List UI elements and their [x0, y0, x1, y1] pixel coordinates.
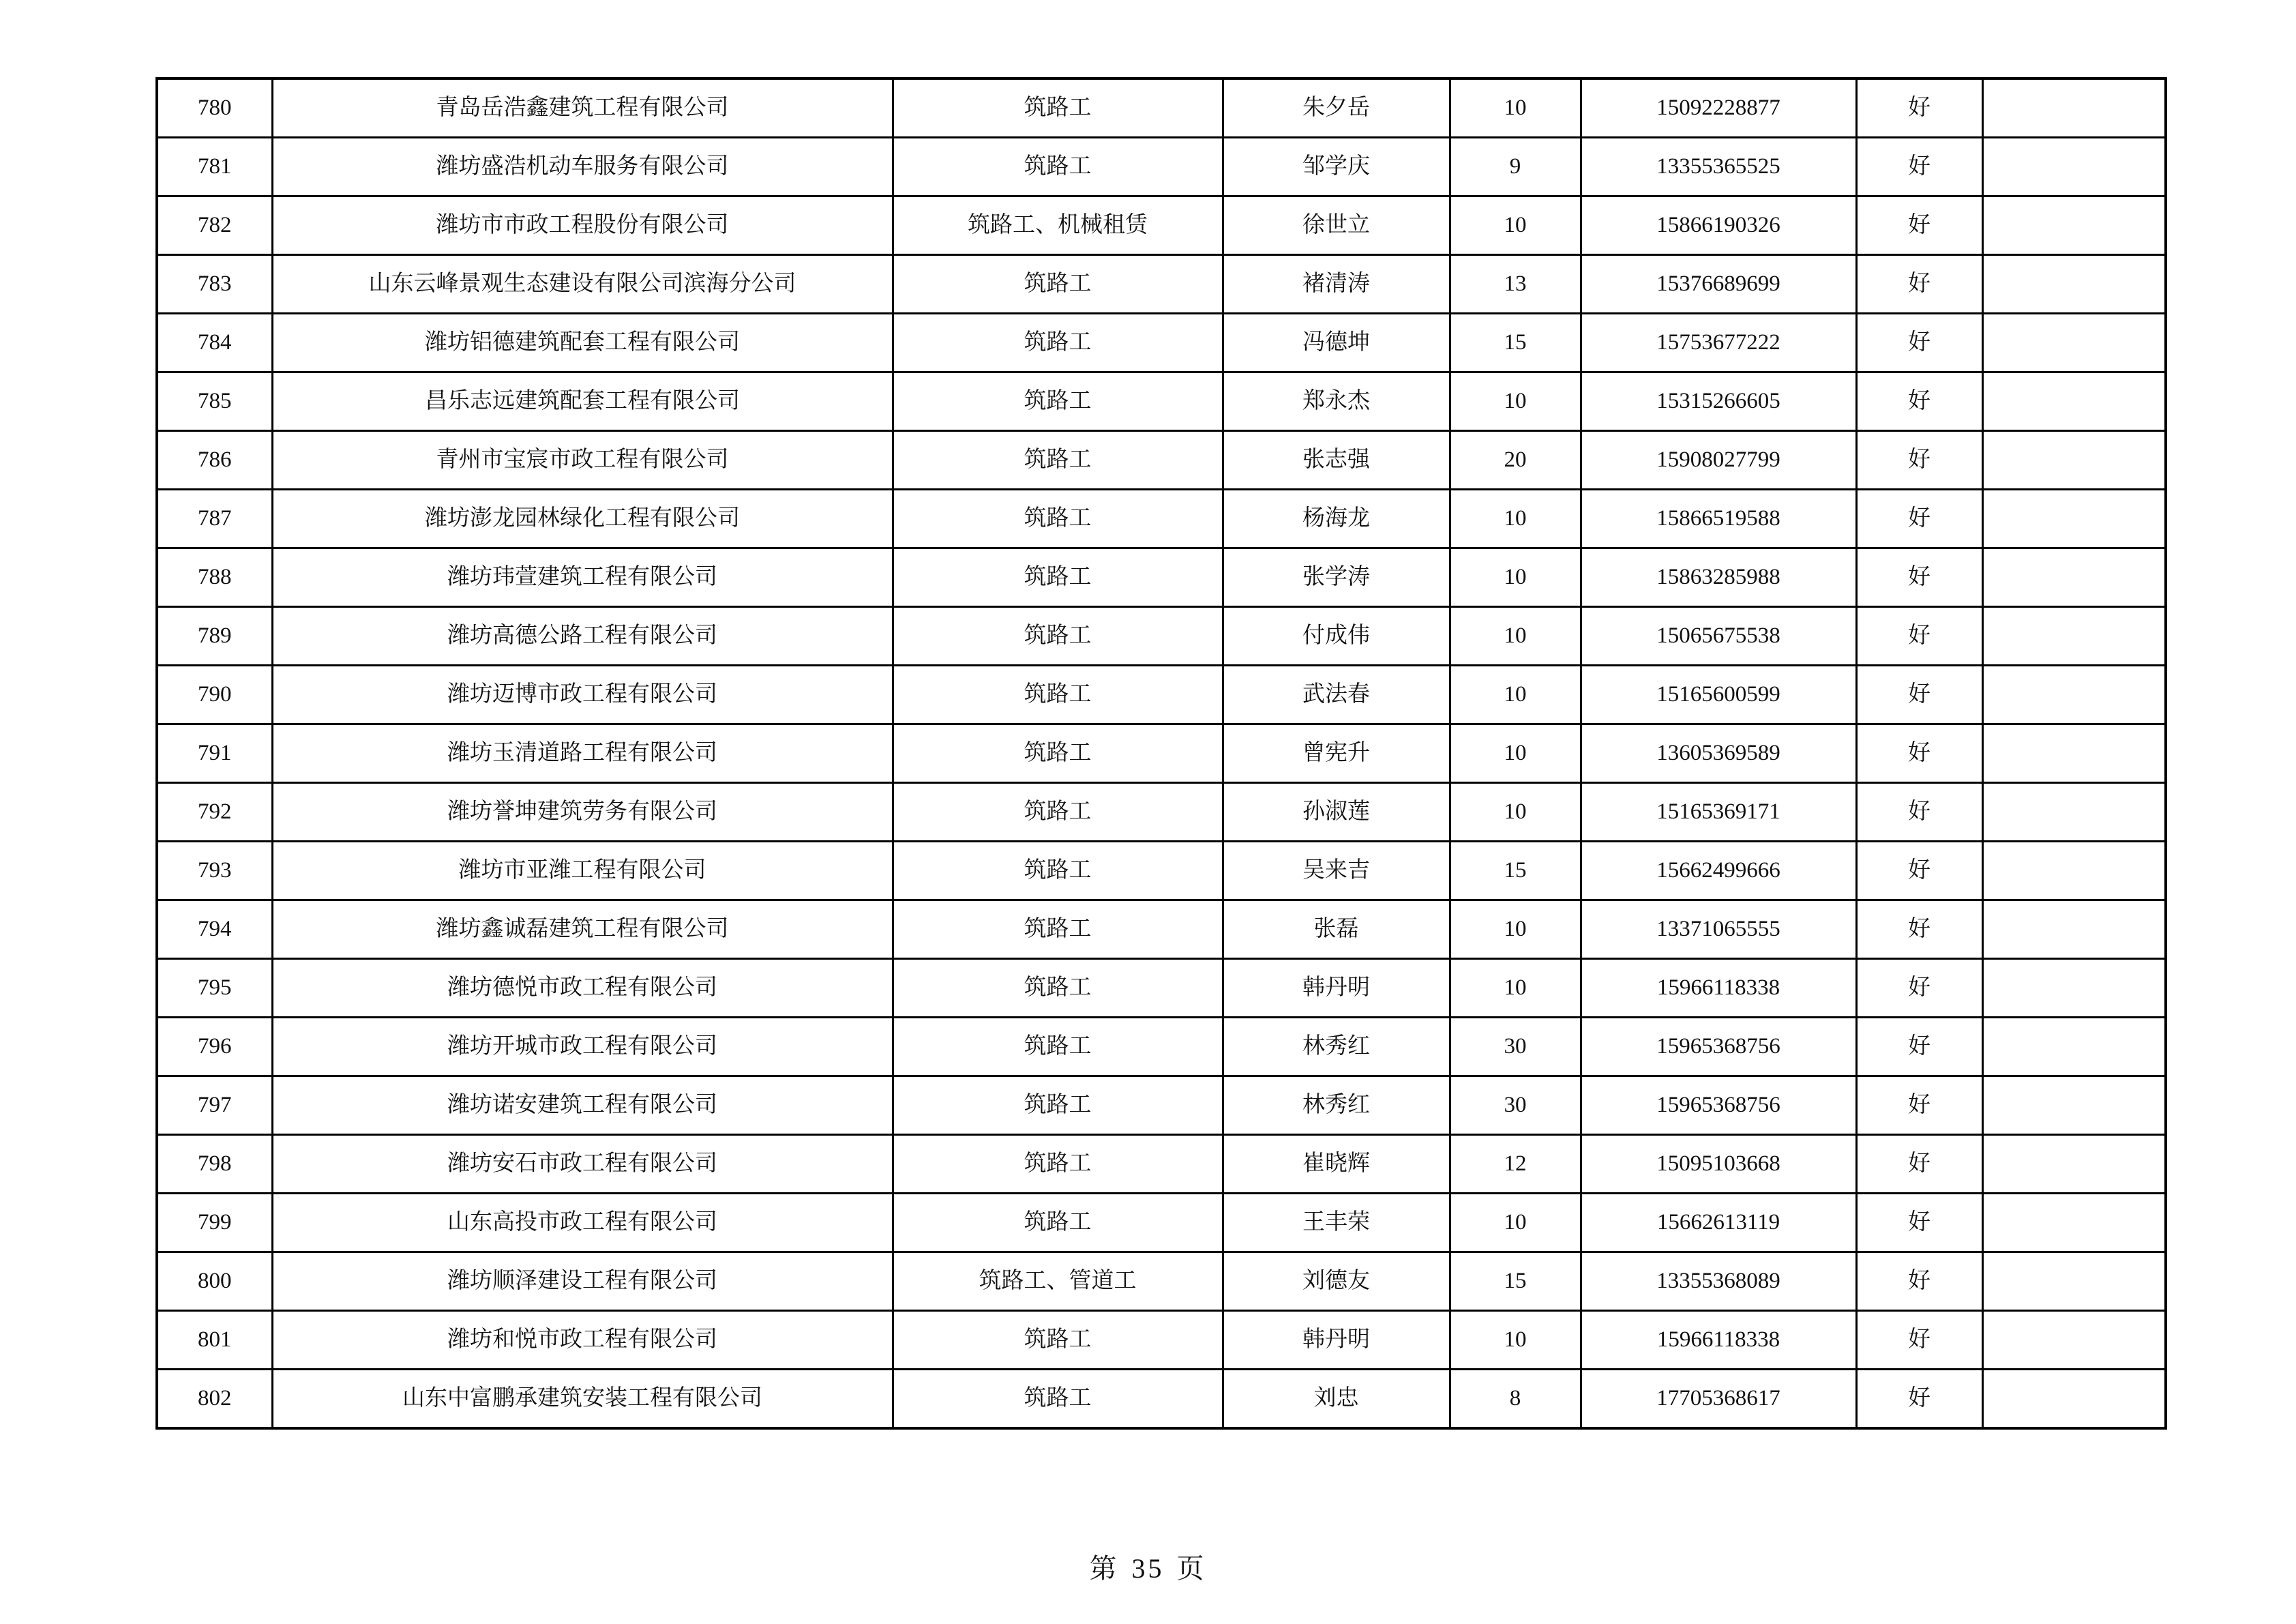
table-row — [157, 1311, 2166, 1370]
cell-index: 800 — [157, 1252, 272, 1311]
cell-trade: 筑路工 — [893, 1076, 1223, 1135]
cell-company: 山东中富鹏承建筑安装工程有限公司 — [272, 1370, 893, 1429]
cell-phone: 15662499666 — [1581, 842, 1856, 900]
cell-phone: 15866190326 — [1581, 196, 1856, 255]
cell-contact: 林秀红 — [1223, 1076, 1450, 1135]
table-row — [157, 255, 2166, 314]
cell-phone: 15095103668 — [1581, 1135, 1856, 1194]
cell-count: 30 — [1450, 1018, 1581, 1076]
cell-note — [1982, 255, 2166, 314]
table-row — [157, 783, 2166, 842]
cell-rating: 好 — [1856, 1311, 1982, 1370]
cell-trade: 筑路工 — [893, 431, 1223, 490]
cell-phone: 15315266605 — [1581, 372, 1856, 431]
table-row — [157, 724, 2166, 783]
table-row — [157, 607, 2166, 666]
cell-phone: 13355368089 — [1581, 1252, 1856, 1311]
cell-contact: 付成伟 — [1223, 607, 1450, 666]
cell-trade: 筑路工 — [893, 1135, 1223, 1194]
cell-note — [1982, 666, 2166, 724]
cell-index: 789 — [157, 607, 272, 666]
table-row — [157, 959, 2166, 1018]
cell-rating: 好 — [1856, 548, 1982, 607]
cell-trade: 筑路工 — [893, 724, 1223, 783]
cell-contact: 徐世立 — [1223, 196, 1450, 255]
cell-index: 795 — [157, 959, 272, 1018]
cell-contact: 韩丹明 — [1223, 1311, 1450, 1370]
cell-contact: 武法春 — [1223, 666, 1450, 724]
cell-index: 802 — [157, 1370, 272, 1429]
cell-trade: 筑路工、机械租赁 — [893, 196, 1223, 255]
cell-index: 784 — [157, 314, 272, 372]
cell-rating: 好 — [1856, 1018, 1982, 1076]
table-row — [157, 78, 2166, 138]
cell-count: 8 — [1450, 1370, 1581, 1429]
cell-rating: 好 — [1856, 138, 1982, 196]
cell-trade: 筑路工 — [893, 607, 1223, 666]
cell-rating: 好 — [1856, 490, 1982, 548]
cell-phone: 13355365525 — [1581, 138, 1856, 196]
cell-index: 785 — [157, 372, 272, 431]
cell-index: 794 — [157, 900, 272, 959]
cell-trade: 筑路工 — [893, 78, 1223, 138]
cell-company: 潍坊盛浩机动车服务有限公司 — [272, 138, 893, 196]
cell-company: 潍坊和悦市政工程有限公司 — [272, 1311, 893, 1370]
table-row — [157, 196, 2166, 255]
cell-contact: 吴来吉 — [1223, 842, 1450, 900]
cell-company: 潍坊德悦市政工程有限公司 — [272, 959, 893, 1018]
cell-phone: 15165369171 — [1581, 783, 1856, 842]
cell-note — [1982, 1370, 2166, 1429]
cell-note — [1982, 78, 2166, 138]
cell-phone: 15376689699 — [1581, 255, 1856, 314]
cell-index: 780 — [157, 78, 272, 138]
cell-company: 潍坊鑫诚磊建筑工程有限公司 — [272, 900, 893, 959]
cell-count: 10 — [1450, 783, 1581, 842]
cell-rating: 好 — [1856, 314, 1982, 372]
cell-index: 790 — [157, 666, 272, 724]
cell-contact: 崔晓辉 — [1223, 1135, 1450, 1194]
page-prefix: 第 — [1089, 1553, 1120, 1584]
cell-count: 10 — [1450, 1311, 1581, 1370]
cell-phone: 15966118338 — [1581, 959, 1856, 1018]
cell-trade: 筑路工 — [893, 1370, 1223, 1429]
cell-rating: 好 — [1856, 724, 1982, 783]
cell-phone: 15662613119 — [1581, 1194, 1856, 1252]
cell-index: 797 — [157, 1076, 272, 1135]
cell-rating: 好 — [1856, 78, 1982, 138]
cell-company: 昌乐志远建筑配套工程有限公司 — [272, 372, 893, 431]
cell-phone: 15753677222 — [1581, 314, 1856, 372]
cell-company: 潍坊玉清道路工程有限公司 — [272, 724, 893, 783]
cell-company: 潍坊迈博市政工程有限公司 — [272, 666, 893, 724]
cell-note — [1982, 1194, 2166, 1252]
cell-contact: 冯德坤 — [1223, 314, 1450, 372]
cell-note — [1982, 1252, 2166, 1311]
cell-company: 潍坊安石市政工程有限公司 — [272, 1135, 893, 1194]
cell-count: 30 — [1450, 1076, 1581, 1135]
table-row — [157, 842, 2166, 900]
cell-note — [1982, 548, 2166, 607]
cell-note — [1982, 783, 2166, 842]
cell-trade: 筑路工 — [893, 548, 1223, 607]
cell-contact: 孙淑莲 — [1223, 783, 1450, 842]
table-row — [157, 431, 2166, 490]
table-row — [157, 1194, 2166, 1252]
cell-company: 山东高投市政工程有限公司 — [272, 1194, 893, 1252]
cell-index: 782 — [157, 196, 272, 255]
cell-company: 青岛岳浩鑫建筑工程有限公司 — [272, 78, 893, 138]
cell-phone: 15965368756 — [1581, 1018, 1856, 1076]
cell-note — [1982, 959, 2166, 1018]
cell-phone: 15165600599 — [1581, 666, 1856, 724]
cell-rating: 好 — [1856, 900, 1982, 959]
cell-company: 潍坊澎龙园林绿化工程有限公司 — [272, 490, 893, 548]
cell-rating: 好 — [1856, 1076, 1982, 1135]
cell-index: 801 — [157, 1311, 272, 1370]
cell-contact: 褚清涛 — [1223, 255, 1450, 314]
cell-note — [1982, 900, 2166, 959]
cell-count: 10 — [1450, 490, 1581, 548]
cell-count: 10 — [1450, 196, 1581, 255]
cell-phone: 17705368617 — [1581, 1370, 1856, 1429]
cell-contact: 刘忠 — [1223, 1370, 1450, 1429]
cell-trade: 筑路工 — [893, 959, 1223, 1018]
cell-phone: 15866519588 — [1581, 490, 1856, 548]
cell-index: 783 — [157, 255, 272, 314]
cell-phone: 15966118338 — [1581, 1311, 1856, 1370]
cell-trade: 筑路工 — [893, 1311, 1223, 1370]
cell-rating: 好 — [1856, 431, 1982, 490]
cell-rating: 好 — [1856, 1194, 1982, 1252]
cell-note — [1982, 1018, 2166, 1076]
table-row — [157, 490, 2166, 548]
cell-count: 20 — [1450, 431, 1581, 490]
cell-company: 潍坊市市政工程股份有限公司 — [272, 196, 893, 255]
cell-rating: 好 — [1856, 1252, 1982, 1311]
cell-count: 10 — [1450, 78, 1581, 138]
cell-index: 792 — [157, 783, 272, 842]
cell-contact: 郑永杰 — [1223, 372, 1450, 431]
cell-index: 787 — [157, 490, 272, 548]
contractor-table — [155, 77, 2167, 1430]
cell-note — [1982, 138, 2166, 196]
cell-trade: 筑路工 — [893, 1194, 1223, 1252]
cell-count: 15 — [1450, 842, 1581, 900]
cell-contact: 张志强 — [1223, 431, 1450, 490]
cell-contact: 朱夕岳 — [1223, 78, 1450, 138]
page-footer — [0, 1547, 2296, 1586]
table-row — [157, 666, 2166, 724]
cell-count: 10 — [1450, 724, 1581, 783]
cell-company: 潍坊诺安建筑工程有限公司 — [272, 1076, 893, 1135]
cell-count: 10 — [1450, 666, 1581, 724]
cell-count: 13 — [1450, 255, 1581, 314]
cell-index: 799 — [157, 1194, 272, 1252]
cell-index: 786 — [157, 431, 272, 490]
cell-phone: 15065675538 — [1581, 607, 1856, 666]
cell-count: 10 — [1450, 607, 1581, 666]
cell-contact: 张磊 — [1223, 900, 1450, 959]
table-row — [157, 548, 2166, 607]
cell-company: 潍坊铝德建筑配套工程有限公司 — [272, 314, 893, 372]
table-body — [157, 78, 2166, 1428]
cell-index: 788 — [157, 548, 272, 607]
cell-phone: 15092228877 — [1581, 78, 1856, 138]
cell-index: 798 — [157, 1135, 272, 1194]
cell-rating: 好 — [1856, 607, 1982, 666]
cell-rating: 好 — [1856, 1370, 1982, 1429]
cell-count: 12 — [1450, 1135, 1581, 1194]
cell-note — [1982, 372, 2166, 431]
cell-company: 潍坊市亚潍工程有限公司 — [272, 842, 893, 900]
cell-company: 潍坊顺泽建设工程有限公司 — [272, 1252, 893, 1311]
table-row — [157, 1252, 2166, 1311]
cell-index: 791 — [157, 724, 272, 783]
table-row — [157, 138, 2166, 196]
cell-count: 10 — [1450, 548, 1581, 607]
cell-trade: 筑路工 — [893, 900, 1223, 959]
page-number: 35 — [1131, 1553, 1165, 1584]
table-row — [157, 1076, 2166, 1135]
cell-company: 山东云峰景观生态建设有限公司滨海分公司 — [272, 255, 893, 314]
cell-rating: 好 — [1856, 372, 1982, 431]
page-suffix: 页 — [1176, 1553, 1207, 1584]
cell-contact: 刘德友 — [1223, 1252, 1450, 1311]
table-row — [157, 372, 2166, 431]
cell-company: 青州市宝宸市政工程有限公司 — [272, 431, 893, 490]
cell-rating: 好 — [1856, 842, 1982, 900]
cell-trade: 筑路工 — [893, 783, 1223, 842]
cell-note — [1982, 842, 2166, 900]
cell-phone: 15908027799 — [1581, 431, 1856, 490]
table-row — [157, 314, 2166, 372]
cell-phone: 13371065555 — [1581, 900, 1856, 959]
cell-count: 15 — [1450, 314, 1581, 372]
cell-note — [1982, 196, 2166, 255]
cell-index: 793 — [157, 842, 272, 900]
cell-note — [1982, 1135, 2166, 1194]
cell-note — [1982, 724, 2166, 783]
cell-rating: 好 — [1856, 255, 1982, 314]
cell-phone: 15965368756 — [1581, 1076, 1856, 1135]
cell-contact: 王丰荣 — [1223, 1194, 1450, 1252]
table-row — [157, 1370, 2166, 1429]
cell-trade: 筑路工 — [893, 372, 1223, 431]
cell-contact: 张学涛 — [1223, 548, 1450, 607]
cell-index: 796 — [157, 1018, 272, 1076]
cell-rating: 好 — [1856, 196, 1982, 255]
cell-contact: 邹学庆 — [1223, 138, 1450, 196]
cell-contact: 韩丹明 — [1223, 959, 1450, 1018]
cell-trade: 筑路工 — [893, 666, 1223, 724]
cell-trade: 筑路工 — [893, 314, 1223, 372]
cell-count: 10 — [1450, 372, 1581, 431]
cell-note — [1982, 490, 2166, 548]
cell-note — [1982, 431, 2166, 490]
cell-contact: 林秀红 — [1223, 1018, 1450, 1076]
cell-trade: 筑路工 — [893, 842, 1223, 900]
table-row — [157, 1018, 2166, 1076]
cell-trade: 筑路工 — [893, 1018, 1223, 1076]
cell-company: 潍坊开城市政工程有限公司 — [272, 1018, 893, 1076]
cell-trade: 筑路工 — [893, 490, 1223, 548]
cell-count: 9 — [1450, 138, 1581, 196]
cell-trade: 筑路工 — [893, 255, 1223, 314]
cell-company: 潍坊高德公路工程有限公司 — [272, 607, 893, 666]
cell-contact: 杨海龙 — [1223, 490, 1450, 548]
cell-note — [1982, 607, 2166, 666]
cell-count: 10 — [1450, 900, 1581, 959]
table-row — [157, 1135, 2166, 1194]
cell-count: 10 — [1450, 959, 1581, 1018]
cell-trade: 筑路工、管道工 — [893, 1252, 1223, 1311]
cell-note — [1982, 314, 2166, 372]
cell-count: 15 — [1450, 1252, 1581, 1311]
cell-trade: 筑路工 — [893, 138, 1223, 196]
cell-rating: 好 — [1856, 959, 1982, 1018]
cell-contact: 曾宪升 — [1223, 724, 1450, 783]
cell-count: 10 — [1450, 1194, 1581, 1252]
table-row — [157, 900, 2166, 959]
cell-index: 781 — [157, 138, 272, 196]
cell-rating: 好 — [1856, 666, 1982, 724]
cell-note — [1982, 1311, 2166, 1370]
cell-phone: 15863285988 — [1581, 548, 1856, 607]
cell-company: 潍坊誉坤建筑劳务有限公司 — [272, 783, 893, 842]
cell-rating: 好 — [1856, 1135, 1982, 1194]
cell-phone: 13605369589 — [1581, 724, 1856, 783]
cell-company: 潍坊玮萱建筑工程有限公司 — [272, 548, 893, 607]
cell-rating: 好 — [1856, 783, 1982, 842]
cell-note — [1982, 1076, 2166, 1135]
